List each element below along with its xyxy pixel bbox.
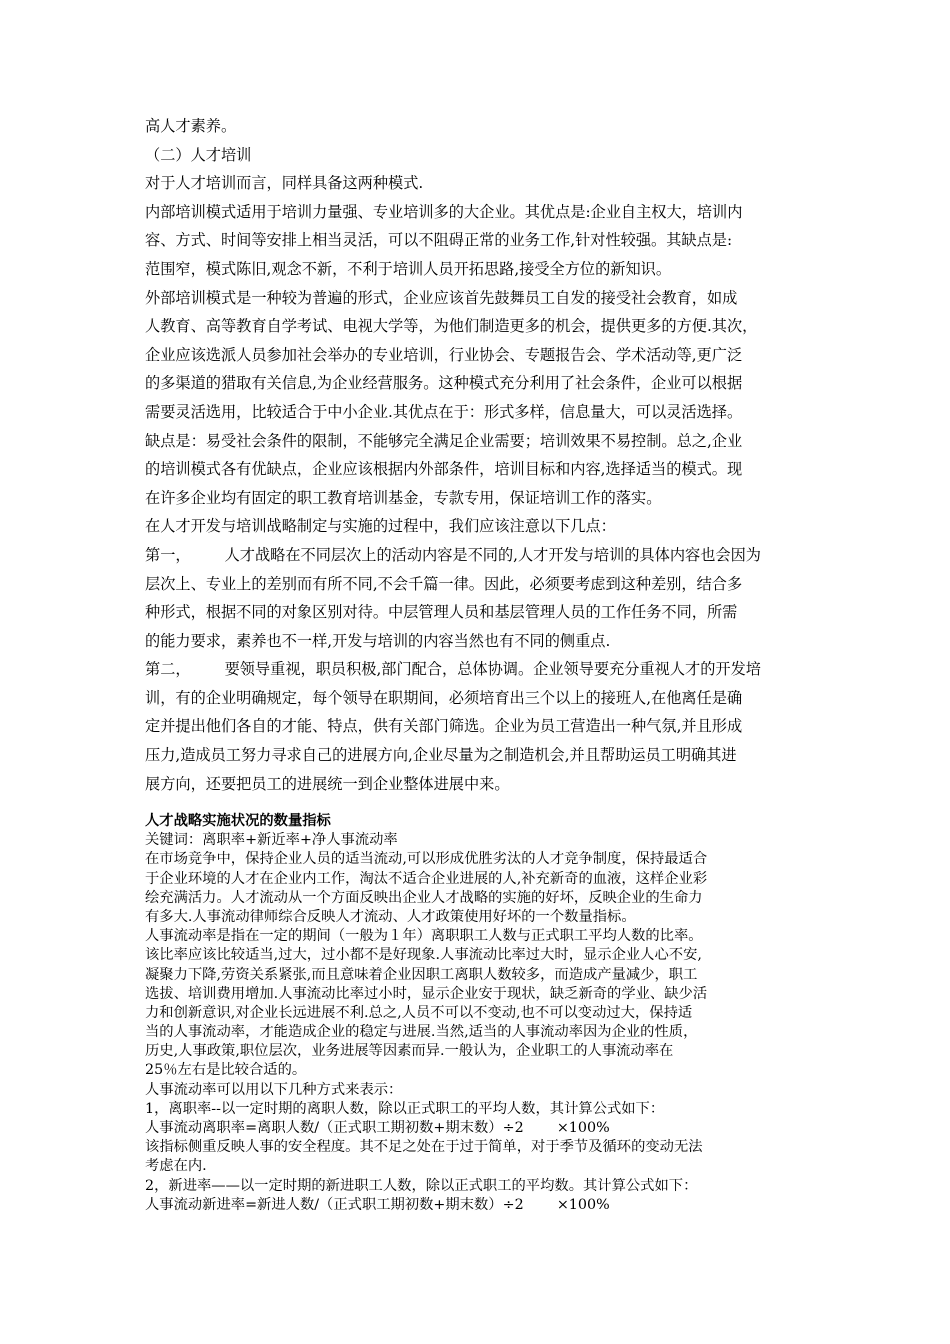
text-line: 考虑在内.	[145, 1158, 207, 1175]
point-one-first-line	[145, 541, 825, 570]
text-line: 层次上、专业上的差别而有所不同,不会千篇一律。因此，必须要考虑到这种差别，结合多	[145, 574, 743, 593]
text-line: 高人才素养。	[145, 117, 237, 135]
text-line: 该比率应该比较适当,过大，过小都不是好现象.人事流动比率过大时，显示企业人心不安,	[145, 947, 702, 964]
text-line: 当的人事流动率，才能造成企业的稳定与进展.当然,适当的人事流动率因为企业的性质，	[145, 1024, 698, 1041]
point-two-label: 第二，	[145, 660, 191, 679]
text-line: 绘充满活力。人才流动从一个方面反映出企业人才战略的实施的好坏，反映企业的生命力	[145, 889, 703, 906]
text-line: 25％左右是比较合适的。	[145, 1062, 307, 1079]
quantity-indicators-section	[145, 812, 825, 1215]
formula-line: 人事流动离职率=离职人数/（正式职工期初数+期末数）÷2 ×100%	[145, 1120, 610, 1136]
text-line: 该指标侧重反映人事的安全程度。其不足之处在于过于简单，对于季节及循环的变动无法	[145, 1139, 703, 1156]
text-line: 力和创新意识,对企业长远进展不利.总之,人员不可以不变动,也不可以变动过大，保持适	[145, 1004, 693, 1021]
text-line: 对于人才培训而言，同样具备这两种模式.	[145, 174, 424, 193]
text-line: 于企业环境的人才在企业内工作，淘汰不适合企业进展的人,补充新奇的血液，这样企业彩	[145, 870, 708, 887]
keywords-line: 关键词：离职率+新近率+净人事流动率	[145, 832, 398, 849]
text-line: 凝聚力下降,劳资关系紧张,而且意味着企业因职工离职人数较多，而造成产量减少，职工	[145, 966, 698, 983]
point-two-first-line	[145, 655, 825, 684]
text-line: 容、方式、时间等安排上相当灵活，可以不阻碍正常的业务工作,针对性较强。其缺点是:	[145, 231, 733, 250]
text-line: 人教育、高等教育自学考试、电视大学等，为他们制造更多的机会，提供更多的方便.其次，	[145, 317, 758, 336]
text-line: 在人才开发与培训战略制定与实施的过程中，我们应该注意以下几点：	[145, 517, 616, 536]
text-line: 有多大.人事流动律师综合反映人才流动、人才政策使用好坏的一个数量指标。	[145, 908, 636, 925]
text-line: 的多渠道的猎取有关信息,为企业经营服务。这种模式充分利用了社会条件，企业可以根据	[145, 374, 743, 393]
text-line: 历史,人事政策,职位层次，业务进展等因素而异.一般认为，企业职工的人事流动率在	[145, 1043, 674, 1060]
text-line: 范围窄，模式陈旧,观念不新，不利于培训人员开拓思路,接受全方位的新知识。	[145, 259, 672, 278]
subsection-heading: （二）人才培训	[145, 145, 252, 164]
text-line: 在许多企业均有固定的职工教育培训基金，专款专用，保证培训工作的落实。	[145, 488, 662, 507]
point-two-text: 要领导重视，职员积极,部门配合，总体协调。企业领导要充分重视人才的开发培	[224, 660, 761, 679]
text-line: 缺点是：易受社会条件的限制，不能够完全满足企业需要；培训效果不易控制。总之,企业	[145, 431, 743, 450]
text-line: 种形式，根据不同的对象区别对待。中层管理人员和基层管理人员的工作任务不同，所需	[145, 603, 738, 622]
text-line: 内部培训模式适用于培训力量强、专业培训多的大企业。其优点是:企业自主权大，培训内	[145, 202, 743, 221]
text-line: 训，有的企业明确规定，每个领导在职期间，必须培育出三个以上的接班人,在他离任是确	[145, 688, 743, 707]
text-line: 展方向，还要把员工的进展统一到企业整体进展中来。	[145, 774, 510, 793]
text-line: 1，离职率--以一定时期的离职人数，除以正式职工的平均人数，其计算公式如下：	[145, 1100, 665, 1117]
text-line: 选拔、培训费用增加.人事流动比率过小时，显示企业安于现状，缺乏新奇的学业、缺少活	[145, 985, 708, 1002]
text-line: 人事流动率可以用以下几种方式来表示：	[145, 1081, 403, 1098]
section-heading: 人才战略实施状况的数量指标	[145, 813, 331, 829]
text-line: 的能力要求，素养也不一样,开发与培训的内容当然也有不同的侧重点.	[145, 631, 611, 650]
point-one-text: 人才战略在不同层次上的活动内容是不同的,人才开发与培训的具体内容也会因为	[224, 545, 761, 564]
text-line: 定并提出他们各自的才能、特点，供有关部门筛选。企业为员工营造出一种气氛,并且形成	[145, 717, 743, 736]
talent-training-section	[145, 112, 825, 798]
text-line: 2，新进率——以一定时期的新进职工人数，除以正式职工的平均数。其计算公式如下：	[145, 1177, 698, 1194]
formula-line: 人事流动新进率=新进人数/（正式职工期初数+期末数）÷2 ×100%	[145, 1196, 610, 1213]
text-line: 企业应该选派人员参加社会举办的专业培训，行业协会、专题报告会、学术活动等,更广泛	[145, 345, 743, 364]
text-line: 需要灵活选用，比较适合于中小企业.其优点在于：形式多样，信息量大，可以灵活选择。	[145, 402, 743, 421]
point-one-label: 第一，	[145, 545, 191, 564]
text-line: 人事流动率是指在一定的期间（一般为１年）离职职工人数与正式职工平均人数的比率。	[145, 928, 703, 945]
text-line: 在市场竞争中，保持企业人员的适当流动,可以形成优胜劣汰的人才竞争制度，保持最适合	[145, 851, 708, 868]
text-line: 压力,造成员工努力寻求自己的进展方向,企业尽量为之制造机会,并且帮助运员工明确其进	[145, 746, 737, 765]
text-line: 的培训模式各有优缺点，企业应该根据内外部条件，培训目标和内容,选择适当的模式。现	[145, 460, 743, 479]
text-line: 外部培训模式是一种较为普遍的形式，企业应该首先鼓舞员工自发的接受社会教育，如成	[145, 288, 738, 307]
